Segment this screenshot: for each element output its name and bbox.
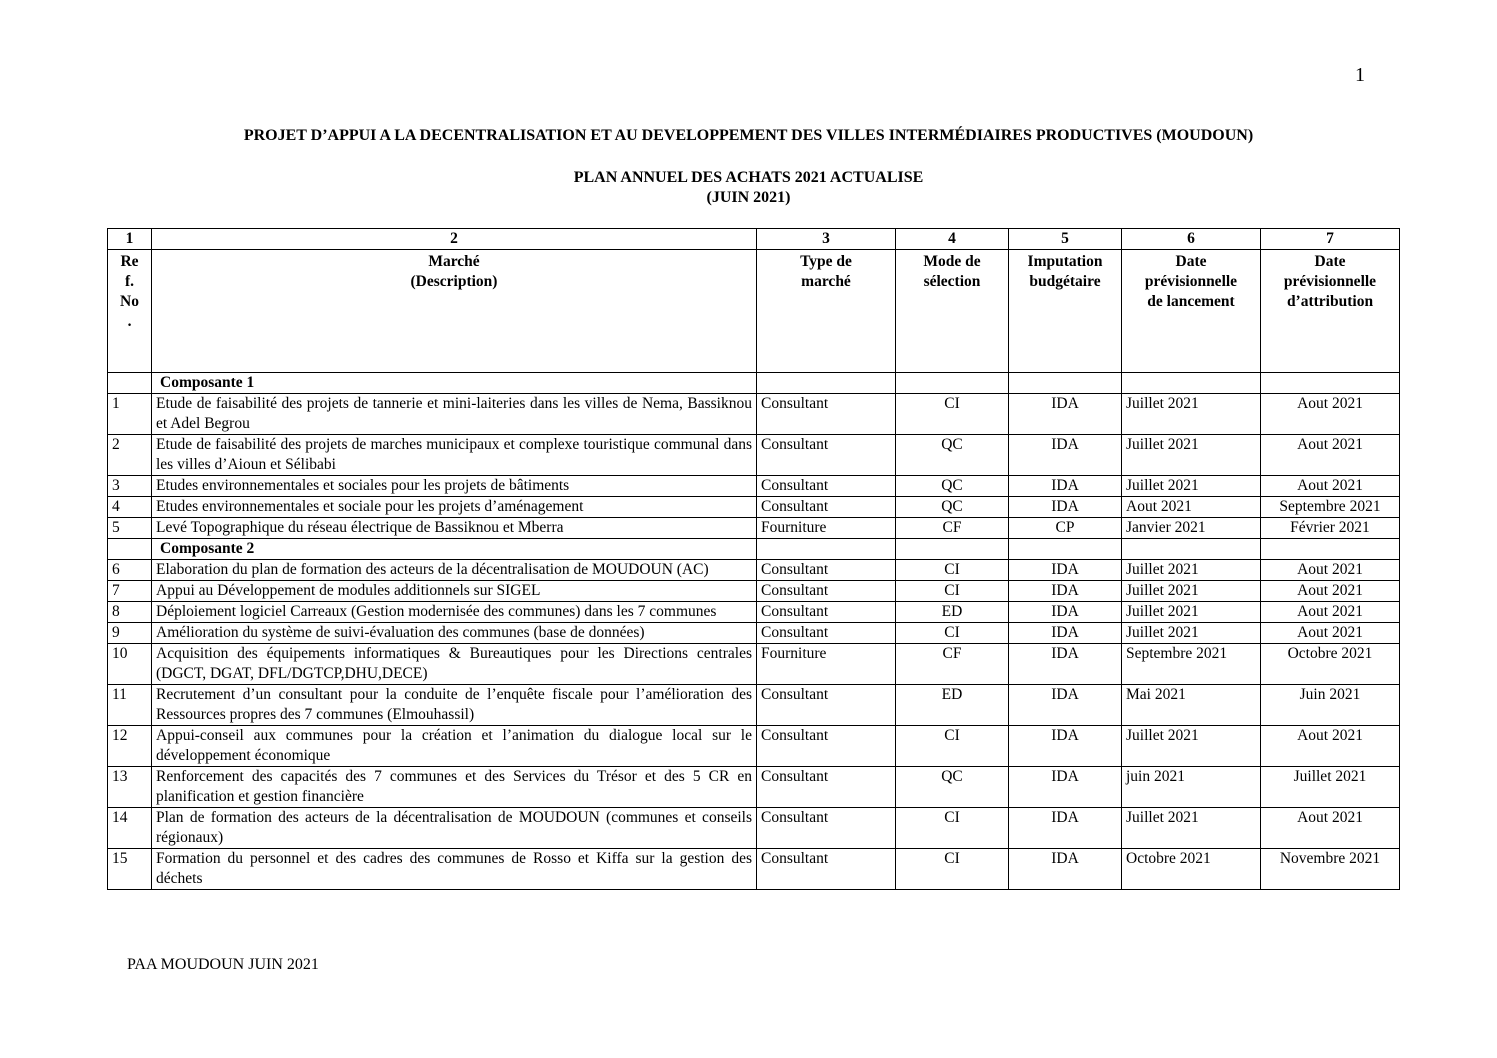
- ref-cell: 3: [108, 476, 152, 497]
- award-date-cell: Aout 2021: [1261, 476, 1400, 497]
- mode-cell: QC: [896, 497, 1009, 518]
- description-cell: Appui au Développement de modules additionnels sur SIGEL: [152, 581, 757, 602]
- component-title: Composante 2: [152, 539, 757, 560]
- type-cell: Consultant: [757, 767, 896, 808]
- imputation-cell: [1009, 373, 1122, 394]
- type-cell: Consultant: [757, 435, 896, 476]
- award-date-cell: Aout 2021: [1261, 560, 1400, 581]
- launch-date-cell: Janvier 2021: [1122, 518, 1261, 539]
- launch-date-cell: Juillet 2021: [1122, 394, 1261, 435]
- imputation-cell: IDA: [1009, 435, 1122, 476]
- mode-cell: QC: [896, 435, 1009, 476]
- plan-date: (JUIN 2021): [706, 189, 791, 206]
- ref-cell: [108, 373, 152, 394]
- award-date-cell: Aout 2021: [1261, 394, 1400, 435]
- launch-date-cell: Mai 2021: [1122, 685, 1261, 726]
- column-number: 2: [152, 229, 757, 250]
- component-row: [108, 373, 1400, 394]
- launch-date-cell: [1122, 539, 1261, 560]
- award-date-cell: Septembre 2021: [1261, 497, 1400, 518]
- type-cell: Fourniture: [757, 518, 896, 539]
- type-cell: Consultant: [757, 808, 896, 849]
- page-number: 1: [1355, 64, 1365, 86]
- mode-cell: CI: [896, 849, 1009, 890]
- component-row: [108, 539, 1400, 560]
- imputation-cell: IDA: [1009, 849, 1122, 890]
- table-row: [108, 476, 1400, 497]
- type-cell: Fourniture: [757, 644, 896, 685]
- header-launch-date: Date prévisionnelle de lancement: [1122, 250, 1261, 373]
- mode-cell: QC: [896, 767, 1009, 808]
- imputation-cell: IDA: [1009, 476, 1122, 497]
- type-cell: Consultant: [757, 560, 896, 581]
- table-row: [108, 518, 1400, 539]
- mode-cell: CF: [896, 644, 1009, 685]
- imputation-cell: IDA: [1009, 808, 1122, 849]
- ref-cell: 2: [108, 435, 152, 476]
- ref-cell: 5: [108, 518, 152, 539]
- footer-label: PAA MOUDOUN JUIN 2021: [127, 956, 319, 973]
- column-number: 7: [1261, 229, 1400, 250]
- launch-date-cell: Aout 2021: [1122, 497, 1261, 518]
- imputation-cell: CP: [1009, 518, 1122, 539]
- table-row: [108, 623, 1400, 644]
- procurement-table: [107, 228, 1400, 890]
- mode-cell: [896, 539, 1009, 560]
- imputation-cell: IDA: [1009, 644, 1122, 685]
- description-cell: Amélioration du système de suivi-évaluation des communes (base de données): [152, 623, 757, 644]
- launch-date-cell: [1122, 373, 1261, 394]
- plan-title: PLAN ANNUEL DES ACHATS 2021 ACTUALISE: [573, 169, 924, 186]
- award-date-cell: Novembre 2021: [1261, 849, 1400, 890]
- component-title: Composante 1: [152, 373, 757, 394]
- type-cell: Consultant: [757, 394, 896, 435]
- mode-cell: ED: [896, 602, 1009, 623]
- column-header-row: [108, 250, 1400, 373]
- mode-cell: CI: [896, 808, 1009, 849]
- ref-cell: 8: [108, 602, 152, 623]
- launch-date-cell: Juillet 2021: [1122, 623, 1261, 644]
- imputation-cell: IDA: [1009, 497, 1122, 518]
- launch-date-cell: Juillet 2021: [1122, 476, 1261, 497]
- imputation-cell: IDA: [1009, 726, 1122, 767]
- description-cell: Plan de formation des acteurs de la décentralisation de MOUDOUN (communes et conseils régionaux): [152, 808, 757, 849]
- imputation-cell: IDA: [1009, 560, 1122, 581]
- header-award-date: Date prévisionnelle d’attribution: [1261, 250, 1400, 373]
- description-cell: Levé Topographique du réseau électrique de Bassiknou et Mberra: [152, 518, 757, 539]
- table-row: [108, 644, 1400, 685]
- header-ref: Re f. No .: [108, 250, 152, 373]
- type-cell: Consultant: [757, 623, 896, 644]
- imputation-cell: IDA: [1009, 685, 1122, 726]
- table-row: [108, 849, 1400, 890]
- type-cell: Consultant: [757, 602, 896, 623]
- table-row: [108, 497, 1400, 518]
- launch-date-cell: Juillet 2021: [1122, 726, 1261, 767]
- launch-date-cell: Octobre 2021: [1122, 849, 1261, 890]
- mode-cell: CI: [896, 581, 1009, 602]
- mode-cell: ED: [896, 685, 1009, 726]
- description-cell: Renforcement des capacités des 7 communes et des Services du Trésor et des 5 CR en planification et gestion financière: [152, 767, 757, 808]
- description-cell: Acquisition des équipements informatiques & Bureautiques pour les Directions centrales (DGCT, DGAT, DFL/DGTCP,DHU,DECE): [152, 644, 757, 685]
- column-number: 6: [1122, 229, 1261, 250]
- mode-cell: CI: [896, 623, 1009, 644]
- type-cell: Consultant: [757, 497, 896, 518]
- ref-cell: 11: [108, 685, 152, 726]
- award-date-cell: Aout 2021: [1261, 726, 1400, 767]
- column-number: 3: [757, 229, 896, 250]
- launch-date-cell: Septembre 2021: [1122, 644, 1261, 685]
- type-cell: Consultant: [757, 726, 896, 767]
- launch-date-cell: Juillet 2021: [1122, 560, 1261, 581]
- mode-cell: [896, 373, 1009, 394]
- project-title: PROJET D’APPUI A LA DECENTRALISATION ET AU DEVELOPPEMENT DES VILLES INTERMÉDIAIRES PRODUCTIVES (MOUDOUN): [243, 127, 1254, 144]
- award-date-cell: Octobre 2021: [1261, 644, 1400, 685]
- table-body: [108, 373, 1400, 890]
- table-row: [108, 435, 1400, 476]
- header-imputation: Imputation budgétaire: [1009, 250, 1122, 373]
- table-row: [108, 767, 1400, 808]
- imputation-cell: IDA: [1009, 767, 1122, 808]
- description-cell: Etude de faisabilité des projets de marches municipaux et complexe touristique communal dans les villes d’Aioun et Sélibabi: [152, 435, 757, 476]
- ref-cell: 15: [108, 849, 152, 890]
- type-cell: [757, 539, 896, 560]
- ref-cell: 14: [108, 808, 152, 849]
- ref-cell: 13: [108, 767, 152, 808]
- table-row: [108, 581, 1400, 602]
- header-mode: Mode de sélection: [896, 250, 1009, 373]
- ref-cell: 1: [108, 394, 152, 435]
- mode-cell: QC: [896, 476, 1009, 497]
- award-date-cell: Février 2021: [1261, 518, 1400, 539]
- column-number-row: [108, 229, 1400, 250]
- award-date-cell: [1261, 539, 1400, 560]
- ref-cell: 12: [108, 726, 152, 767]
- imputation-cell: [1009, 539, 1122, 560]
- award-date-cell: Juin 2021: [1261, 685, 1400, 726]
- column-number: 5: [1009, 229, 1122, 250]
- description-cell: Etudes environnementales et sociale pour les projets d’aménagement: [152, 497, 757, 518]
- description-cell: Recrutement d’un consultant pour la conduite de l’enquête fiscale pour l’amélioration des Ressources propres des 7 communes (Elmouhassil): [152, 685, 757, 726]
- launch-date-cell: Juillet 2021: [1122, 435, 1261, 476]
- type-cell: Consultant: [757, 476, 896, 497]
- award-date-cell: Aout 2021: [1261, 581, 1400, 602]
- ref-cell: 6: [108, 560, 152, 581]
- header-type: Type de marché: [757, 250, 896, 373]
- table-row: [108, 394, 1400, 435]
- award-date-cell: Aout 2021: [1261, 623, 1400, 644]
- imputation-cell: IDA: [1009, 623, 1122, 644]
- type-cell: [757, 373, 896, 394]
- ref-cell: 10: [108, 644, 152, 685]
- ref-cell: [108, 539, 152, 560]
- description-cell: Déploiement logiciel Carreaux (Gestion modernisée des communes) dans les 7 communes: [152, 602, 757, 623]
- description-cell: Etudes environnementales et sociales pour les projets de bâtiments: [152, 476, 757, 497]
- mode-cell: CF: [896, 518, 1009, 539]
- type-cell: Consultant: [757, 685, 896, 726]
- mode-cell: CI: [896, 560, 1009, 581]
- launch-date-cell: Juillet 2021: [1122, 808, 1261, 849]
- type-cell: Consultant: [757, 849, 896, 890]
- table-row: [108, 602, 1400, 623]
- award-date-cell: [1261, 373, 1400, 394]
- mode-cell: CI: [896, 394, 1009, 435]
- column-number: 1: [108, 229, 152, 250]
- description-cell: Appui-conseil aux communes pour la création et l’animation du dialogue local sur le développement économique: [152, 726, 757, 767]
- description-cell: Elaboration du plan de formation des acteurs de la décentralisation de MOUDOUN (AC): [152, 560, 757, 581]
- award-date-cell: Aout 2021: [1261, 808, 1400, 849]
- award-date-cell: Aout 2021: [1261, 602, 1400, 623]
- award-date-cell: Aout 2021: [1261, 435, 1400, 476]
- launch-date-cell: Juillet 2021: [1122, 581, 1261, 602]
- table-row: [108, 726, 1400, 767]
- table-row: [108, 808, 1400, 849]
- launch-date-cell: juin 2021: [1122, 767, 1261, 808]
- type-cell: Consultant: [757, 581, 896, 602]
- column-number: 4: [896, 229, 1009, 250]
- description-cell: Etude de faisabilité des projets de tannerie et mini-laiteries dans les villes de Nema, Bassiknou et Adel Begrou: [152, 394, 757, 435]
- ref-cell: 9: [108, 623, 152, 644]
- description-cell: Formation du personnel et des cadres des communes de Rosso et Kiffa sur la gestion des déchets: [152, 849, 757, 890]
- mode-cell: CI: [896, 726, 1009, 767]
- award-date-cell: Juillet 2021: [1261, 767, 1400, 808]
- ref-cell: 4: [108, 497, 152, 518]
- imputation-cell: IDA: [1009, 602, 1122, 623]
- table-row: [108, 560, 1400, 581]
- launch-date-cell: Juillet 2021: [1122, 602, 1261, 623]
- imputation-cell: IDA: [1009, 581, 1122, 602]
- table-row: [108, 685, 1400, 726]
- ref-cell: 7: [108, 581, 152, 602]
- header-description: Marché (Description): [152, 250, 757, 373]
- imputation-cell: IDA: [1009, 394, 1122, 435]
